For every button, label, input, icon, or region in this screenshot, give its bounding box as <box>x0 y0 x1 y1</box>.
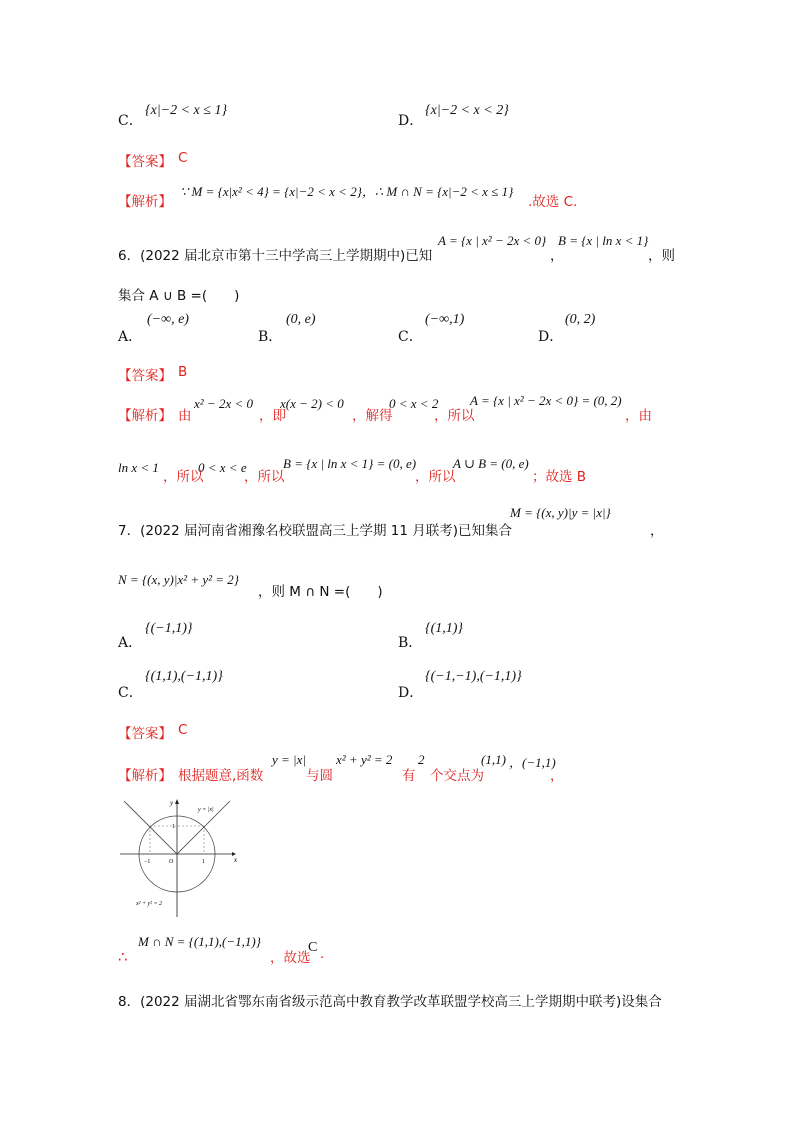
q8-stem-text: 8．(2022 届湖北省鄂东南省级示范高中教育教学改革联盟学校高三上学期期中联考)设集合 <box>118 994 662 1010</box>
x-axis-label: x <box>234 856 238 864</box>
q6-option-b-math: (0, e) <box>286 312 316 327</box>
q7-option-d-math: {(−1,−1),(−1,1)} <box>425 669 522 684</box>
q6-analysis-math: A = {x | x² − 2x < 0} = (0, 2) <box>470 393 622 408</box>
q6-analysis-text: ；故选 B <box>532 469 587 485</box>
q7-stem-math-m: M = {(x, y)|y = |x|} <box>510 505 611 520</box>
origin-label: O <box>169 859 174 865</box>
q6-analysis-text: ，所以 <box>415 469 456 485</box>
q6-analysis-text: ，所以 <box>244 469 285 485</box>
q6-analysis-math: B = {x | ln x < 1} = (0, e) <box>283 456 417 471</box>
q6-analysis-text: ，所以 <box>434 408 475 424</box>
q6-analysis-math: 0 < x < 2 <box>389 396 439 411</box>
q7-analysis-text: 个交点为 <box>430 768 484 784</box>
q6-option-c-math: (−∞,1) <box>425 312 465 327</box>
q5-option-d-label: D． <box>398 113 424 129</box>
q7-stem-suffix: ，则 M ∩ N =( ) <box>258 584 383 600</box>
q7-analysis-math: x² + y² = 2 <box>336 752 393 767</box>
q7-conclusion-math: M ∩ N = {(1,1),(−1,1)} <box>138 934 261 949</box>
q6-analysis-label: 【解析】 <box>118 408 172 424</box>
q6-analysis-math: x(x − 2) < 0 <box>280 396 344 411</box>
q7-answer-label: 【答案】 <box>118 726 172 742</box>
q5-option-c-math: {x|−2 < x ≤ 1} <box>145 103 228 118</box>
q7-analysis-text: 根据题意,函数 <box>178 768 264 784</box>
q7-option-a-math: {(−1,1)} <box>145 621 193 636</box>
q6-analysis-text: ，即 <box>259 408 286 424</box>
q6-answer-label: 【答案】 <box>118 368 172 384</box>
q7-option-a-label: A． <box>118 635 143 651</box>
q6-option-a-math: (−∞, e) <box>147 312 189 327</box>
q7-conclusion-text: ，故选 <box>270 950 311 966</box>
tick-y1: 1 <box>172 824 175 830</box>
tick-pos1: 1 <box>202 859 205 865</box>
q7-option-d-label: D． <box>398 685 424 701</box>
q7-analysis-math: ，(−1,1) <box>509 755 556 770</box>
q6-stem-line2: 集合 A ∪ B =( ) <box>118 288 240 304</box>
y-axis-arrow <box>175 799 179 804</box>
q6-analysis-math: A ∪ B = (0, e) <box>453 456 529 471</box>
circle-label: x² + y² = 2 <box>136 901 163 907</box>
q6-stem-prefix: 6．(2022 届北京市第十三中学高三上学期期中)已知 <box>118 248 433 264</box>
q5-answer-label: 【答案】 <box>118 154 172 170</box>
q6-stem-suffix: ，则 <box>648 248 675 264</box>
q7-analysis-math: y = |x| <box>272 752 306 767</box>
q7-option-b-math: {(1,1)} <box>425 621 464 636</box>
therefore-symbol: ∴ <box>118 948 128 966</box>
y-axis-label: y <box>170 799 174 807</box>
q6-stem-math-a: A = {x | x² − 2x < 0} <box>438 233 547 248</box>
q6-analysis-text: ，所以 <box>163 469 204 485</box>
q5-answer-value: C <box>178 150 188 166</box>
q5-analysis-label: 【解析】 <box>118 194 172 210</box>
q6-answer-value: B <box>178 364 188 380</box>
q6-analysis-text: 由 <box>178 408 192 424</box>
q7-analysis-text: 与圆 <box>306 768 333 784</box>
q6-option-a-label: A． <box>118 329 143 345</box>
q6-option-b-label: B． <box>258 329 283 345</box>
q6-analysis-text: ，解得 <box>352 408 393 424</box>
q7-stem-prefix: 7．(2022 届河南省湘豫名校联盟高三上学期 11 月联考)已知集合 <box>118 523 513 539</box>
curve-label: y = |x| <box>198 807 214 813</box>
q7-analysis-math: (1,1) <box>481 752 506 767</box>
q6-stem-comma: ， <box>550 248 564 264</box>
q7-conclusion-choice: C <box>308 940 318 955</box>
q7-answer-value: C <box>178 722 188 738</box>
q7-stem-math-n: N = {(x, y)|x² + y² = 2} <box>118 572 239 587</box>
q6-analysis-math: 0 < x < e <box>198 460 247 475</box>
q6-stem-math-b: B = {x | ln x < 1} <box>558 233 649 248</box>
q5-option-c-label: C． <box>118 113 143 129</box>
q7-option-c-label: C． <box>118 685 143 701</box>
q7-stem-comma: ， <box>650 523 664 539</box>
q7-analysis-label: 【解析】 <box>118 768 172 784</box>
q6-option-d-math: (0, 2) <box>565 312 596 327</box>
q7-conclusion-end: . <box>320 946 325 962</box>
q6-option-c-label: C． <box>398 329 423 345</box>
tick-neg1: −1 <box>144 859 151 865</box>
q7-analysis-text: ， <box>550 768 564 784</box>
q5-analysis-math: ∵ M = {x|x² < 4} = {x|−2 < x < 2}，∴ M ∩ N = {x|−2 < x ≤ 1} <box>180 184 514 199</box>
q5-option-d-math: {x|−2 < x < 2} <box>425 103 509 118</box>
q7-analysis-math: 2 <box>418 752 425 767</box>
q6-analysis-math: ln x < 1 <box>118 460 159 475</box>
q5-analysis-tail: .故选 C. <box>528 194 578 210</box>
q6-analysis-math: x² − 2x < 0 <box>194 396 253 411</box>
q6-option-d-label: D． <box>538 329 564 345</box>
q7-option-b-label: B． <box>398 635 423 651</box>
q7-analysis-text: 有 <box>402 768 416 784</box>
q7-option-c-math: {(1,1),(−1,1)} <box>145 669 223 684</box>
q6-analysis-text: ，由 <box>625 408 652 424</box>
q7-figure-graph <box>118 797 240 922</box>
